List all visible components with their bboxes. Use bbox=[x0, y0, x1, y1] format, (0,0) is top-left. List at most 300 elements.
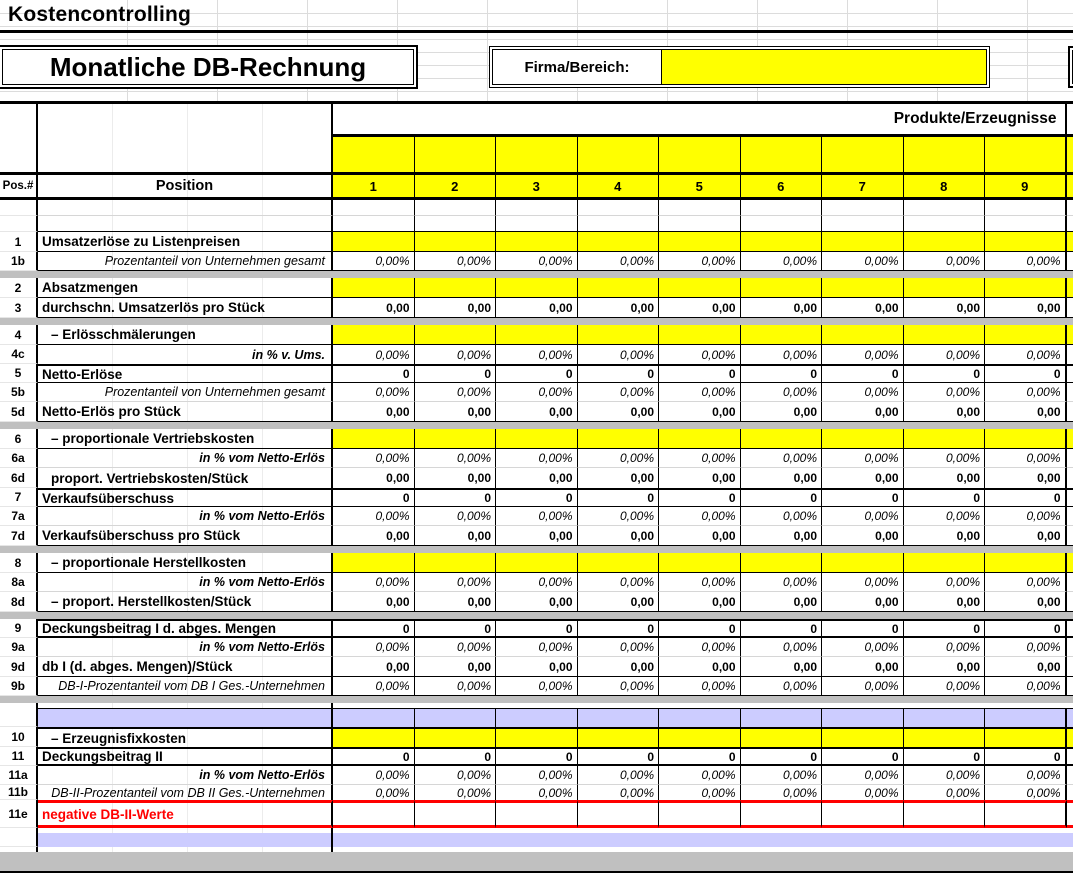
empty-cell bbox=[741, 800, 823, 828]
input-cell[interactable] bbox=[659, 325, 741, 345]
value-cell[interactable]: 0 bbox=[904, 619, 986, 638]
value-cell[interactable]: 0,00 bbox=[822, 402, 904, 422]
value-cell[interactable]: 0,00 bbox=[985, 592, 1067, 612]
input-cell[interactable] bbox=[578, 325, 660, 345]
input-cell[interactable] bbox=[415, 325, 497, 345]
input-cell[interactable] bbox=[333, 429, 415, 449]
value-cell[interactable]: 0,00% bbox=[822, 785, 904, 800]
value-cell[interactable]: 0 bbox=[496, 747, 578, 766]
input-cell[interactable] bbox=[822, 727, 904, 747]
value-cell[interactable]: 0,00 bbox=[985, 468, 1067, 488]
value-cell[interactable]: 0,00% bbox=[496, 766, 578, 785]
value-cell[interactable]: 0,00% bbox=[822, 383, 904, 402]
value-cell[interactable]: 0,00 bbox=[741, 298, 823, 318]
input-cell[interactable] bbox=[904, 325, 986, 345]
value-cell[interactable]: 0,00 bbox=[578, 468, 660, 488]
value-cell[interactable]: 0,00% bbox=[659, 252, 741, 271]
input-cell[interactable] bbox=[904, 429, 986, 449]
input-cell[interactable] bbox=[822, 325, 904, 345]
table-row-3 bbox=[0, 298, 1073, 318]
value-cell[interactable]: 0,00 bbox=[496, 468, 578, 488]
value-cell[interactable]: 0,00 bbox=[741, 526, 823, 546]
pos-cell: 11 bbox=[0, 747, 38, 766]
value-cell[interactable]: 0,00 bbox=[822, 592, 904, 612]
value-cell[interactable]: 0,00 bbox=[985, 402, 1067, 422]
empty-cell bbox=[904, 216, 986, 232]
value-cell[interactable]: 0 bbox=[415, 488, 497, 507]
table-row-11b bbox=[0, 785, 1073, 800]
value-cell[interactable]: 0,00% bbox=[904, 785, 986, 800]
pos-cell: 1 bbox=[0, 232, 38, 252]
value-cell[interactable]: 0,00% bbox=[333, 785, 415, 800]
value-cell[interactable]: 0,00% bbox=[904, 383, 986, 402]
input-cell[interactable] bbox=[659, 278, 741, 298]
value-cell[interactable]: 0,00% bbox=[333, 507, 415, 526]
row-label: in % vom Netto-Erlös bbox=[38, 507, 333, 526]
empty-cell bbox=[904, 800, 986, 828]
value-cell[interactable]: 0,00 bbox=[904, 298, 986, 318]
value-cell[interactable]: 0,00 bbox=[578, 526, 660, 546]
value-cell[interactable]: 0,00 bbox=[904, 592, 986, 612]
value-cell[interactable]: 0,00% bbox=[659, 785, 741, 800]
input-cell[interactable] bbox=[578, 278, 660, 298]
edge-sliver bbox=[1067, 449, 1073, 468]
value-cell[interactable]: 0,00 bbox=[822, 526, 904, 546]
input-cell[interactable] bbox=[985, 553, 1067, 573]
value-cell[interactable]: 0,00% bbox=[578, 638, 660, 657]
product-name-cell[interactable] bbox=[415, 137, 497, 172]
value-cell[interactable]: 0,00% bbox=[415, 785, 497, 800]
input-cell[interactable] bbox=[741, 727, 823, 747]
pos-cell: 3 bbox=[0, 298, 38, 318]
value-cell[interactable]: 0,00% bbox=[659, 345, 741, 364]
value-cell[interactable]: 0,00% bbox=[985, 345, 1067, 364]
input-cell[interactable] bbox=[496, 278, 578, 298]
edge-sliver bbox=[1067, 727, 1073, 747]
value-cell[interactable]: 0 bbox=[985, 747, 1067, 766]
value-cell[interactable]: 0,00 bbox=[578, 298, 660, 318]
value-cell[interactable]: 0,00% bbox=[578, 345, 660, 364]
value-cell[interactable]: 0,00% bbox=[333, 677, 415, 696]
row-label bbox=[38, 216, 333, 232]
table-row-7 bbox=[0, 488, 1073, 507]
firma-input[interactable] bbox=[661, 50, 986, 84]
input-cell[interactable] bbox=[822, 232, 904, 252]
edge-sliver bbox=[1067, 553, 1073, 573]
edge-sliver bbox=[1067, 833, 1073, 847]
value-cell[interactable]: 0 bbox=[659, 488, 741, 507]
input-cell[interactable] bbox=[496, 553, 578, 573]
value-cell[interactable]: 0,00 bbox=[415, 298, 497, 318]
value-cell[interactable]: 0 bbox=[985, 619, 1067, 638]
value-cell[interactable]: 0 bbox=[415, 619, 497, 638]
input-cell[interactable] bbox=[659, 553, 741, 573]
value-cell[interactable]: 0,00 bbox=[496, 298, 578, 318]
value-cell[interactable]: 0,00% bbox=[578, 383, 660, 402]
value-cell[interactable]: 0,00 bbox=[985, 526, 1067, 546]
value-cell[interactable]: 0,00% bbox=[333, 766, 415, 785]
db-rechnung-table bbox=[0, 101, 1073, 873]
value-cell[interactable]: 0,00 bbox=[741, 468, 823, 488]
value-cell[interactable]: 0,00% bbox=[496, 785, 578, 800]
row-label: – proportionale Vertriebskosten bbox=[38, 429, 333, 449]
edge-sliver bbox=[1067, 657, 1073, 677]
value-cell[interactable]: 0,00% bbox=[496, 507, 578, 526]
edge-sliver bbox=[1067, 172, 1073, 200]
value-cell[interactable]: 0,00% bbox=[415, 573, 497, 592]
input-cell[interactable] bbox=[415, 232, 497, 252]
value-cell[interactable]: 0,00% bbox=[741, 345, 823, 364]
value-cell[interactable]: 0,00% bbox=[904, 573, 986, 592]
input-cell[interactable] bbox=[415, 429, 497, 449]
value-cell[interactable]: 0,00 bbox=[822, 657, 904, 677]
input-cell[interactable] bbox=[333, 727, 415, 747]
input-cell[interactable] bbox=[985, 232, 1067, 252]
value-cell[interactable]: 0,00 bbox=[659, 468, 741, 488]
table-row-11a bbox=[0, 766, 1073, 785]
value-cell[interactable]: 0 bbox=[741, 488, 823, 507]
value-cell[interactable]: 0,00% bbox=[822, 638, 904, 657]
empty-cell bbox=[659, 200, 741, 216]
input-cell[interactable] bbox=[578, 727, 660, 747]
table-row-1b bbox=[0, 252, 1073, 271]
input-cell[interactable] bbox=[333, 553, 415, 573]
input-cell[interactable] bbox=[415, 553, 497, 573]
value-cell[interactable]: 0,00% bbox=[333, 383, 415, 402]
value-cell[interactable]: 0,00 bbox=[496, 402, 578, 422]
input-cell[interactable] bbox=[333, 232, 415, 252]
value-cell[interactable]: 0 bbox=[741, 747, 823, 766]
value-cell[interactable]: 0 bbox=[496, 619, 578, 638]
input-cell[interactable] bbox=[578, 429, 660, 449]
value-cell[interactable]: 0,00% bbox=[822, 677, 904, 696]
value-cell[interactable]: 0 bbox=[496, 488, 578, 507]
value-cell[interactable]: 0,00 bbox=[741, 657, 823, 677]
value-cell[interactable]: 0,00% bbox=[741, 252, 823, 271]
row-label: – proportionale Herstellkosten bbox=[38, 553, 333, 573]
row-label bbox=[38, 708, 333, 727]
value-cell[interactable]: 0,00% bbox=[741, 785, 823, 800]
value-cell[interactable]: 0,00 bbox=[659, 298, 741, 318]
value-cell[interactable]: 0,00 bbox=[904, 526, 986, 546]
value-cell[interactable]: 0,00% bbox=[496, 638, 578, 657]
value-cell[interactable]: 0,00% bbox=[496, 345, 578, 364]
value-cell[interactable]: 0,00 bbox=[659, 402, 741, 422]
input-cell[interactable] bbox=[904, 232, 986, 252]
value-cell[interactable]: 0,00% bbox=[904, 677, 986, 696]
product-name-cell[interactable] bbox=[578, 137, 660, 172]
input-cell[interactable] bbox=[741, 429, 823, 449]
product-name-cell[interactable] bbox=[985, 137, 1067, 172]
empty-cell bbox=[985, 200, 1067, 216]
value-cell[interactable]: 0 bbox=[496, 364, 578, 383]
product-name-cell[interactable] bbox=[822, 137, 904, 172]
value-cell[interactable]: 0,00 bbox=[415, 526, 497, 546]
value-cell[interactable]: 0 bbox=[578, 364, 660, 383]
value-cell[interactable]: 0,00 bbox=[904, 657, 986, 677]
input-cell[interactable] bbox=[904, 727, 986, 747]
value-cell[interactable]: 0,00 bbox=[659, 657, 741, 677]
value-cell[interactable]: 0,00% bbox=[822, 345, 904, 364]
sheet-top-area bbox=[0, 0, 1073, 101]
value-cell[interactable]: 0,00% bbox=[904, 638, 986, 657]
edge-sliver bbox=[1067, 137, 1073, 172]
value-cell[interactable]: 0,00 bbox=[333, 592, 415, 612]
input-cell[interactable] bbox=[333, 278, 415, 298]
value-cell[interactable]: 0,00 bbox=[741, 402, 823, 422]
input-cell[interactable] bbox=[578, 232, 660, 252]
value-cell[interactable]: 0,00 bbox=[415, 592, 497, 612]
input-cell[interactable] bbox=[741, 232, 823, 252]
empty-cell bbox=[496, 833, 578, 847]
edge-sliver bbox=[1067, 345, 1073, 364]
value-cell[interactable]: 0,00% bbox=[415, 383, 497, 402]
value-cell[interactable]: 0,00% bbox=[904, 252, 986, 271]
value-cell[interactable]: 0,00% bbox=[659, 766, 741, 785]
product-name-cell[interactable] bbox=[741, 137, 823, 172]
value-cell[interactable]: 0,00 bbox=[415, 402, 497, 422]
value-cell[interactable]: 0,00% bbox=[578, 766, 660, 785]
input-cell[interactable] bbox=[985, 429, 1067, 449]
input-cell[interactable] bbox=[741, 325, 823, 345]
value-cell[interactable]: 0,00% bbox=[659, 507, 741, 526]
input-cell[interactable] bbox=[578, 553, 660, 573]
value-cell[interactable]: 0,00 bbox=[822, 298, 904, 318]
partial-box bbox=[1068, 46, 1073, 88]
value-cell[interactable]: 0 bbox=[985, 364, 1067, 383]
value-cell[interactable]: 0,00% bbox=[741, 573, 823, 592]
input-cell[interactable] bbox=[904, 278, 986, 298]
input-cell[interactable] bbox=[659, 232, 741, 252]
value-cell[interactable]: 0,00% bbox=[415, 507, 497, 526]
row-label: DB-II-Prozentanteil vom DB II Ges.-Unternehmen bbox=[38, 785, 333, 800]
value-cell[interactable]: 0,00% bbox=[741, 449, 823, 468]
empty-cell bbox=[822, 833, 904, 847]
value-cell[interactable]: 0 bbox=[333, 488, 415, 507]
value-cell[interactable]: 0 bbox=[578, 747, 660, 766]
empty-cell bbox=[985, 216, 1067, 232]
empty-cell bbox=[333, 847, 415, 852]
value-cell[interactable]: 0,00% bbox=[578, 785, 660, 800]
empty-cell bbox=[578, 833, 660, 847]
value-cell[interactable]: 0 bbox=[822, 619, 904, 638]
input-cell[interactable] bbox=[659, 727, 741, 747]
value-cell[interactable]: 0,00 bbox=[333, 526, 415, 546]
table-row-2 bbox=[0, 278, 1073, 298]
value-cell[interactable]: 0,00% bbox=[415, 638, 497, 657]
input-cell[interactable] bbox=[985, 325, 1067, 345]
value-cell[interactable]: 0,00 bbox=[822, 468, 904, 488]
value-cell[interactable]: 0,00% bbox=[822, 449, 904, 468]
value-cell[interactable]: 0,00% bbox=[904, 507, 986, 526]
value-cell[interactable]: 0 bbox=[333, 619, 415, 638]
value-cell[interactable]: 0,00% bbox=[333, 449, 415, 468]
value-cell[interactable]: 0 bbox=[904, 364, 986, 383]
value-cell[interactable]: 0 bbox=[578, 619, 660, 638]
value-cell[interactable]: 0,00% bbox=[741, 638, 823, 657]
value-cell[interactable]: 0 bbox=[659, 619, 741, 638]
product-column-header: 3 bbox=[496, 172, 578, 200]
value-cell[interactable]: 0 bbox=[659, 747, 741, 766]
value-cell[interactable]: 0,00% bbox=[415, 677, 497, 696]
pos-cell: 9d bbox=[0, 657, 38, 677]
product-name-cell[interactable] bbox=[904, 137, 986, 172]
value-cell[interactable]: 0,00 bbox=[578, 657, 660, 677]
value-cell[interactable]: 0 bbox=[415, 364, 497, 383]
product-name-cell[interactable] bbox=[496, 137, 578, 172]
value-cell[interactable]: 0,00 bbox=[578, 592, 660, 612]
value-cell[interactable]: 0,00% bbox=[578, 507, 660, 526]
value-cell[interactable]: 0,00% bbox=[415, 252, 497, 271]
value-cell[interactable]: 0 bbox=[659, 364, 741, 383]
value-cell[interactable]: 0,00% bbox=[822, 766, 904, 785]
value-cell[interactable]: 0,00 bbox=[415, 468, 497, 488]
input-cell[interactable] bbox=[822, 278, 904, 298]
input-cell[interactable] bbox=[904, 553, 986, 573]
value-cell[interactable]: 0,00% bbox=[985, 383, 1067, 402]
empty-cell bbox=[659, 847, 741, 852]
value-cell[interactable]: 0,00 bbox=[333, 298, 415, 318]
value-cell[interactable]: 0,00 bbox=[659, 592, 741, 612]
product-column-header: 6 bbox=[741, 172, 823, 200]
value-cell[interactable]: 0,00% bbox=[415, 449, 497, 468]
value-cell[interactable]: 0 bbox=[333, 747, 415, 766]
value-cell[interactable]: 0,00 bbox=[333, 402, 415, 422]
value-cell[interactable]: 0 bbox=[578, 488, 660, 507]
value-cell[interactable]: 0,00% bbox=[659, 449, 741, 468]
value-cell[interactable]: 0,00 bbox=[659, 526, 741, 546]
input-cell[interactable] bbox=[333, 325, 415, 345]
input-cell[interactable] bbox=[496, 325, 578, 345]
product-name-cell[interactable] bbox=[659, 137, 741, 172]
value-cell[interactable]: 0,00% bbox=[985, 785, 1067, 800]
input-cell[interactable] bbox=[496, 232, 578, 252]
value-cell[interactable]: 0,00% bbox=[659, 383, 741, 402]
input-cell[interactable] bbox=[496, 727, 578, 747]
value-cell[interactable]: 0,00% bbox=[578, 252, 660, 271]
value-cell[interactable]: 0 bbox=[822, 364, 904, 383]
input-cell[interactable] bbox=[985, 278, 1067, 298]
value-cell[interactable]: 0,00% bbox=[415, 345, 497, 364]
pos-cell bbox=[0, 200, 38, 216]
value-cell[interactable]: 0,00 bbox=[904, 468, 986, 488]
value-cell[interactable]: 0,00% bbox=[496, 677, 578, 696]
value-cell[interactable]: 0,00% bbox=[496, 573, 578, 592]
value-cell[interactable]: 0 bbox=[904, 747, 986, 766]
value-cell[interactable]: 0,00% bbox=[333, 252, 415, 271]
input-cell[interactable] bbox=[741, 553, 823, 573]
value-cell[interactable]: 0,00% bbox=[741, 766, 823, 785]
value-cell[interactable]: 0,00% bbox=[578, 449, 660, 468]
value-cell[interactable]: 0,00% bbox=[904, 449, 986, 468]
value-cell[interactable]: 0,00% bbox=[985, 449, 1067, 468]
value-cell[interactable]: 0 bbox=[822, 747, 904, 766]
value-cell[interactable]: 0,00% bbox=[822, 252, 904, 271]
pos-cell bbox=[0, 708, 38, 727]
value-cell[interactable]: 0,00% bbox=[985, 507, 1067, 526]
value-cell[interactable]: 0,00 bbox=[496, 526, 578, 546]
input-cell[interactable] bbox=[985, 727, 1067, 747]
value-cell[interactable]: 0 bbox=[333, 364, 415, 383]
input-cell[interactable] bbox=[415, 727, 497, 747]
input-cell[interactable] bbox=[822, 553, 904, 573]
value-cell[interactable]: 0,00% bbox=[333, 345, 415, 364]
value-cell[interactable]: 0,00% bbox=[659, 677, 741, 696]
value-cell[interactable]: 0,00 bbox=[333, 657, 415, 677]
value-cell[interactable]: 0,00% bbox=[985, 638, 1067, 657]
value-cell[interactable]: 0,00% bbox=[659, 573, 741, 592]
value-cell[interactable]: 0,00% bbox=[741, 677, 823, 696]
table-row-5d bbox=[0, 402, 1073, 422]
value-cell[interactable]: 0,00% bbox=[659, 638, 741, 657]
value-cell[interactable]: 0,00% bbox=[496, 252, 578, 271]
value-cell[interactable]: 0,00% bbox=[904, 345, 986, 364]
empty-cell bbox=[985, 800, 1067, 828]
value-cell[interactable]: 0,00 bbox=[985, 657, 1067, 677]
value-cell[interactable]: 0,00% bbox=[822, 507, 904, 526]
value-cell[interactable]: 0,00% bbox=[985, 766, 1067, 785]
value-cell[interactable]: 0,00% bbox=[741, 507, 823, 526]
value-cell[interactable]: 0,00 bbox=[333, 468, 415, 488]
input-cell[interactable] bbox=[659, 429, 741, 449]
empty-cell bbox=[985, 847, 1067, 852]
products-header: Produkte/Erzeugnisse bbox=[333, 101, 1067, 137]
value-cell[interactable]: 0,00 bbox=[496, 657, 578, 677]
value-cell[interactable]: 0,00% bbox=[904, 766, 986, 785]
value-cell[interactable]: 0,00 bbox=[415, 657, 497, 677]
table-row-5 bbox=[0, 364, 1073, 383]
value-cell[interactable]: 0,00 bbox=[496, 592, 578, 612]
value-cell[interactable]: 0,00 bbox=[985, 298, 1067, 318]
value-cell[interactable]: 0 bbox=[741, 619, 823, 638]
pos-cell: 7 bbox=[0, 488, 38, 507]
edge-sliver bbox=[1067, 619, 1073, 638]
input-cell[interactable] bbox=[822, 429, 904, 449]
value-cell[interactable]: 0 bbox=[985, 488, 1067, 507]
value-cell[interactable]: 0,00% bbox=[741, 383, 823, 402]
value-cell[interactable]: 0 bbox=[822, 488, 904, 507]
input-cell[interactable] bbox=[496, 429, 578, 449]
value-cell[interactable]: 0,00% bbox=[985, 252, 1067, 271]
value-cell[interactable]: 0 bbox=[904, 488, 986, 507]
table-row-1 bbox=[0, 232, 1073, 252]
value-cell[interactable]: 0,00 bbox=[578, 402, 660, 422]
edge-sliver bbox=[1067, 402, 1073, 422]
empty-cell bbox=[415, 833, 497, 847]
value-cell[interactable]: 0,00 bbox=[741, 592, 823, 612]
value-cell[interactable]: 0,00% bbox=[496, 383, 578, 402]
value-cell[interactable]: 0,00% bbox=[496, 449, 578, 468]
value-cell[interactable]: 0,00% bbox=[578, 573, 660, 592]
product-column-header: 5 bbox=[659, 172, 741, 200]
page-title: Kostencontrolling bbox=[8, 3, 192, 26]
product-name-cell[interactable] bbox=[333, 137, 415, 172]
report-title-box bbox=[0, 45, 418, 89]
value-cell[interactable]: 0,00% bbox=[333, 573, 415, 592]
value-cell[interactable]: 0,00% bbox=[578, 677, 660, 696]
value-cell[interactable]: 0,00% bbox=[985, 573, 1067, 592]
value-cell[interactable]: 0,00% bbox=[985, 677, 1067, 696]
row-label: Verkaufsüberschuss bbox=[38, 488, 333, 507]
input-cell[interactable] bbox=[415, 278, 497, 298]
value-cell[interactable]: 0,00 bbox=[904, 402, 986, 422]
value-cell[interactable]: 0,00% bbox=[415, 766, 497, 785]
input-cell[interactable] bbox=[741, 278, 823, 298]
value-cell[interactable]: 0,00% bbox=[333, 638, 415, 657]
value-cell[interactable]: 0 bbox=[415, 747, 497, 766]
value-cell[interactable]: 0,00% bbox=[822, 573, 904, 592]
value-cell[interactable]: 0 bbox=[741, 364, 823, 383]
